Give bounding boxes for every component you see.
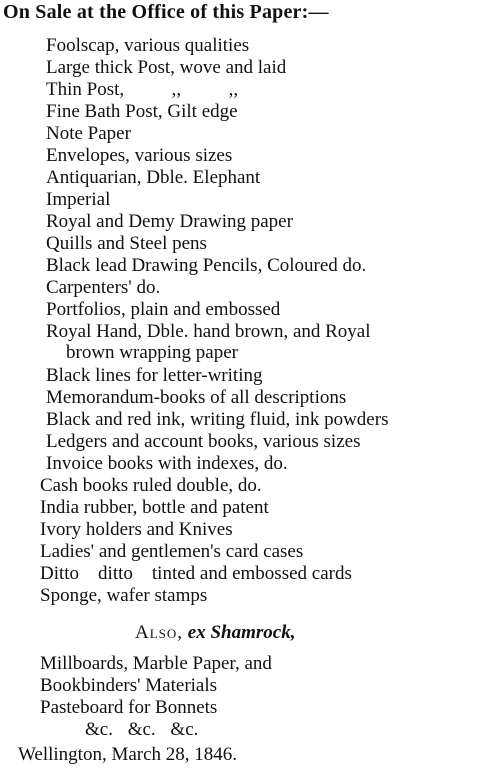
list-item: Ivory holders and Knives	[40, 519, 233, 540]
list-item: Note Paper	[46, 123, 131, 144]
list-item: Black lines for letter-writing	[46, 365, 263, 386]
list-item: Black and red ink, writing fluid, ink powders	[46, 409, 389, 430]
list-item: Imperial	[46, 189, 111, 210]
list-item: Royal Hand, Dble. hand brown, and Royal	[46, 321, 371, 342]
list-item: Carpenters' do.	[46, 277, 161, 298]
list-item: Cash books ruled double, do.	[40, 475, 262, 496]
list-item: Bookbinders' Materials	[40, 675, 218, 696]
list-item: Invoice books with indexes, do.	[46, 453, 288, 474]
also-word: Also,	[135, 622, 184, 643]
list-item: Ditto ditto tinted and embossed cards	[40, 563, 352, 584]
list-item: Foolscap, various qualities	[46, 35, 250, 56]
list-item: Antiquarian, Dble. Elephant	[46, 167, 261, 188]
also-line	[135, 622, 295, 644]
list-item: Pasteboard for Bonnets	[40, 697, 218, 718]
list-item: Royal and Demy Drawing paper	[46, 211, 293, 232]
list-item: Memorandum-books of all descriptions	[46, 387, 347, 408]
list-item-continuation: brown wrapping paper	[66, 342, 239, 363]
list-item: Ladies' and gentlemen's card cases	[40, 541, 304, 562]
list-item: Fine Bath Post, Gilt edge	[46, 101, 238, 122]
page-title: On Sale at the Office of this Paper:—	[3, 1, 329, 23]
list-item: Sponge, wafer stamps	[40, 585, 208, 606]
list-item: Thin Post, ,, ,,	[46, 79, 239, 100]
list-item: Large thick Post, wove and laid	[46, 57, 287, 78]
etcetera-line: &c. &c. &c.	[85, 719, 199, 740]
list-item: Quills and Steel pens	[46, 233, 207, 254]
list-item: Envelopes, various sizes	[46, 145, 233, 166]
list-item: Ledgers and account books, various sizes	[46, 431, 361, 452]
list-item: Millboards, Marble Paper, and	[40, 653, 272, 674]
list-item: Portfolios, plain and embossed	[46, 299, 281, 320]
dateline: Wellington, March 28, 1846.	[18, 744, 238, 765]
ship-name: ex Shamrock,	[187, 622, 296, 643]
list-item: India rubber, bottle and patent	[40, 497, 269, 518]
list-item: Black lead Drawing Pencils, Coloured do.	[46, 255, 367, 276]
